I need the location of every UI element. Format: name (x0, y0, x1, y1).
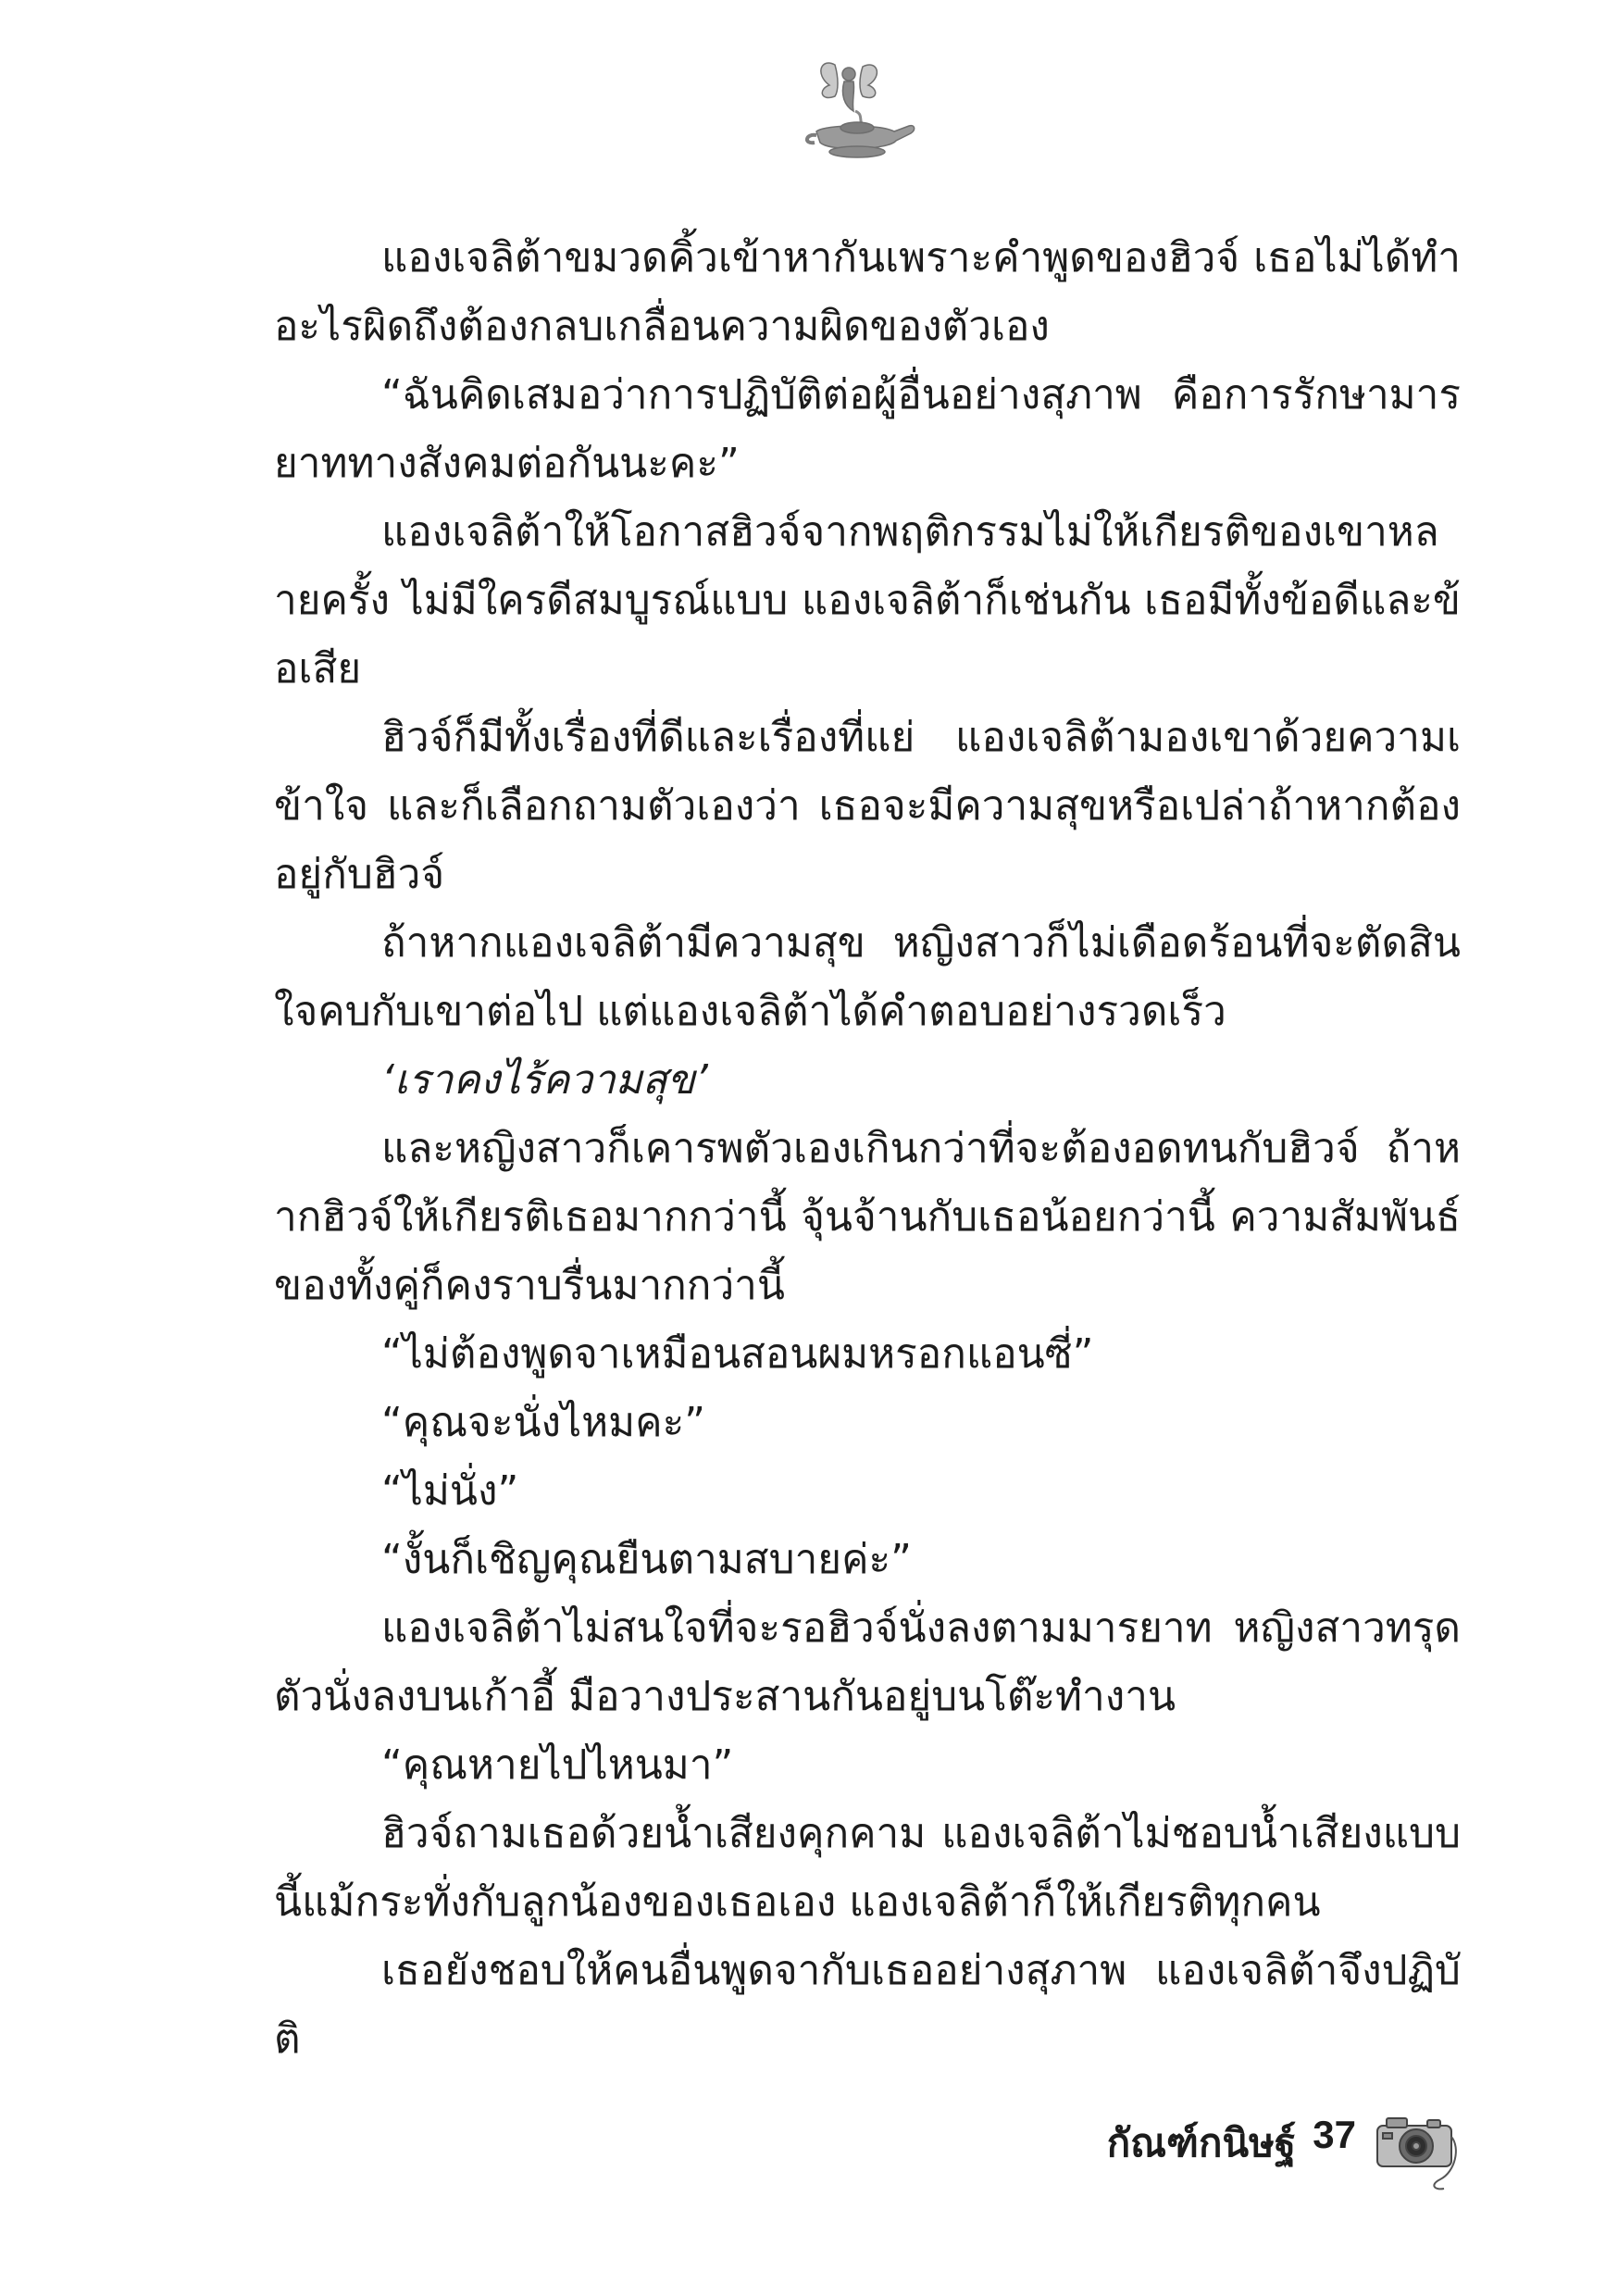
dialogue-line: “ไม่ต้องพูดจาเหมือนสอนผมหรอกแอนซี่” (381, 1330, 1094, 1378)
paragraph: “ฉันคิดเสมอว่าการปฏิบัติต่อผู้อื่นอย่างสุภาพ คือการรักษามารยาททางสังคมต่อกันนะคะ” (274, 371, 1461, 487)
footer-author: กัณฑ์กนิษฐ์ (1106, 2120, 1296, 2165)
body-text (274, 224, 1461, 2074)
paragraph: แองเจลิต้าขมวดคิ้วเข้าหากันเพราะคำพูดของฮิวจ์ เธอไม่ได้ทำอะไรผิดถึงต้องกลบเกลื่อนความผิดของตัวเอง (274, 234, 1461, 350)
page-number: 37 (1313, 2113, 1356, 2156)
paragraph: เธอยังชอบให้คนอื่นพูดจากับเธออย่างสุภาพ แองเจลิต้าจึงปฏิบัติ (274, 1947, 1461, 2063)
paragraph-thought: ‘เราคงไร้ความสุข’ (381, 1056, 708, 1104)
paragraph: แองเจลิต้าให้โอกาสฮิวจ์จากพฤติกรรมไม่ให้เกียรติของเขาหลายครั้ง ไม่มีใครดีสมบูรณ์แบบ แองเจลิต้าก็เช่นกัน เธอมีทั้งข้อดีและข้อเสีย (274, 508, 1461, 693)
dialogue-line: “คุณหายไปไหนมา” (381, 1741, 734, 1789)
paragraph: ฮิวจ์ถามเธอด้วยน้ำเสียงคุกคาม แองเจลิต้าไม่ชอบน้ำเสียงแบบนี้แม้กระทั่งกับลูกน้องของเธอเอง แองเจลิต้าก็ให้เกียรติทุกคน (274, 1810, 1461, 1926)
page-footer (981, 2100, 1462, 2202)
camera-icon (1370, 2100, 1462, 2192)
paragraph: แองเจลิต้าไม่สนใจที่จะรอฮิวจ์นั่งลงตามมารยาท หญิงสาวทรุดตัวนั่งลงบนเก้าอี้ มือวางประสานกันอยู่บนโต๊ะทำงาน (274, 1604, 1461, 1720)
paragraph: ฮิวจ์ก็มีทั้งเรื่องที่ดีและเรื่องที่แย่ แองเจลิต้ามองเขาด้วยความเข้าใจ และก็เลือกถามตัวเองว่า เธอจะมีความสุขหรือเปล่าถ้าหากต้องอยู่กับฮิวจ์ (274, 714, 1461, 898)
dialogue-line: “ไม่นั่ง” (381, 1467, 519, 1515)
paragraph: และหญิงสาวก็เคารพตัวเองเกินกว่าที่จะต้องอดทนกับฮิวจ์ ถ้าหากฮิวจ์ให้เกียรติเธอมากกว่านี้ จุ้นจ้านกับเธอน้อยกว่านี้ ความสัมพันธ์ของทั้งคู่ก็คงราบรื่นมากกว่านี้ (274, 1125, 1461, 1309)
paragraph: ถ้าหากแองเจลิต้ามีความสุข หญิงสาวก็ไม่เดือดร้อนที่จะตัดสินใจคบกับเขาต่อไป แต่แองเจลิต้าได้คำตอบอย่างรวดเร็ว (274, 919, 1461, 1035)
dialogue-line: “งั้นก็เชิญคุณยืนตามสบายค่ะ” (381, 1536, 912, 1583)
lamp-fairy-ornament-icon (798, 57, 918, 159)
dialogue-line: “คุณจะนั่งไหมคะ” (381, 1399, 706, 1446)
